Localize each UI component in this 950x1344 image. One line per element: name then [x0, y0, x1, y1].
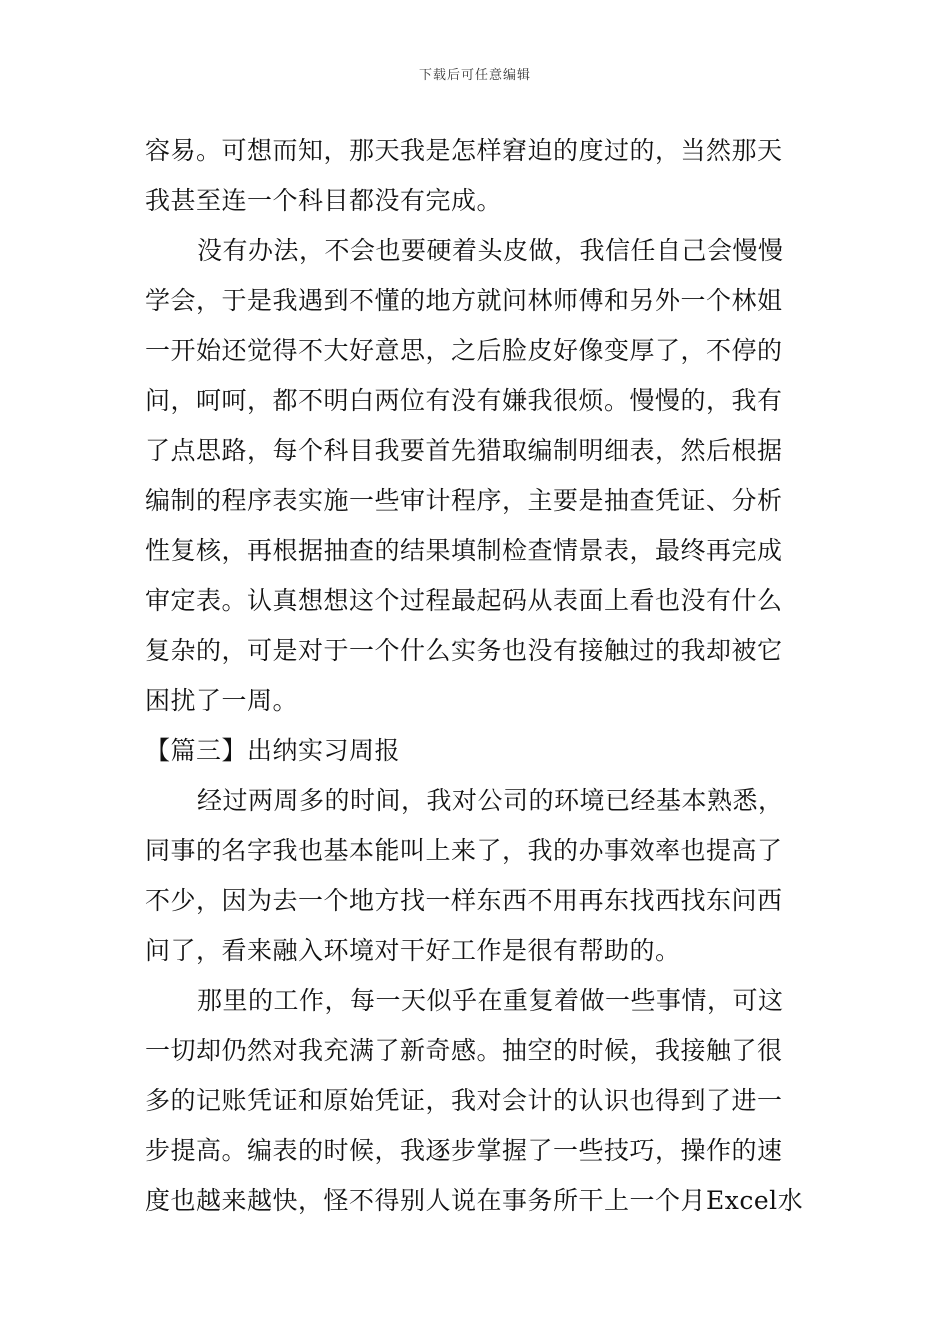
text-line: 问，呵呵，都不明白两位有没有嫌我很烦。慢慢的，我有 — [145, 386, 783, 415]
paragraph-start-line: 那里的工作，每一天似乎在重复着做一些事情，可这 — [197, 986, 784, 1015]
document-body — [145, 126, 810, 1226]
paragraph-start-line: 没有办法，不会也要硬着头皮做，我信任自己会慢慢 — [197, 236, 784, 265]
text-line: 不少，因为去一个地方找一样东西不用再东找西找东问西 — [145, 886, 783, 915]
text-line: 一开始还觉得不大好意思，之后脸皮好像变厚了，不停的 — [145, 336, 783, 365]
page-header: 下载后可任意编辑 — [418, 68, 531, 83]
text-line: 步提高。编表的时候，我逐步掌握了一些技巧，操作的速 — [145, 1136, 783, 1165]
paragraph-start-line: 经过两周多的时间，我对公司的环境已经基本熟悉， — [197, 786, 784, 815]
text-line: 度也越来越快，怪不得别人说在事务所干上一个月Excel水 — [145, 1186, 804, 1215]
text-line: 问了，看来融入环境对干好工作是很有帮助的。 — [145, 936, 681, 965]
text-line: 困扰了一周。 — [145, 686, 299, 715]
section-heading: 【篇三】出纳实习周报 — [145, 736, 401, 765]
text-line: 一切却仍然对我充满了新奇感。抽空的时候，我接触了很 — [145, 1036, 783, 1065]
text-line: 我甚至连一个科目都没有完成。 — [145, 186, 503, 215]
text-line: 学会，于是我遇到不懂的地方就问林师傅和另外一个林姐 — [145, 286, 783, 315]
text-line: 审定表。认真想想这个过程最起码从表面上看也没有什么 — [145, 586, 783, 615]
text-line: 编制的程序表实施一些审计程序，主要是抽查凭证、分析 — [145, 486, 783, 515]
text-line: 性复核，再根据抽查的结果填制检查情景表，最终再完成 — [145, 536, 783, 565]
text-line: 容易。可想而知，那天我是怎样窘迫的度过的，当然那天 — [145, 136, 783, 165]
text-line: 复杂的，可是对于一个什么实务也没有接触过的我却被它 — [145, 636, 783, 665]
text-line: 同事的名字我也基本能叫上来了，我的办事效率也提高了 — [145, 836, 783, 865]
text-line: 了点思路，每个科目我要首先猎取编制明细表，然后根据 — [145, 436, 783, 465]
text-line: 多的记账凭证和原始凭证，我对会计的认识也得到了进一 — [145, 1086, 783, 1115]
